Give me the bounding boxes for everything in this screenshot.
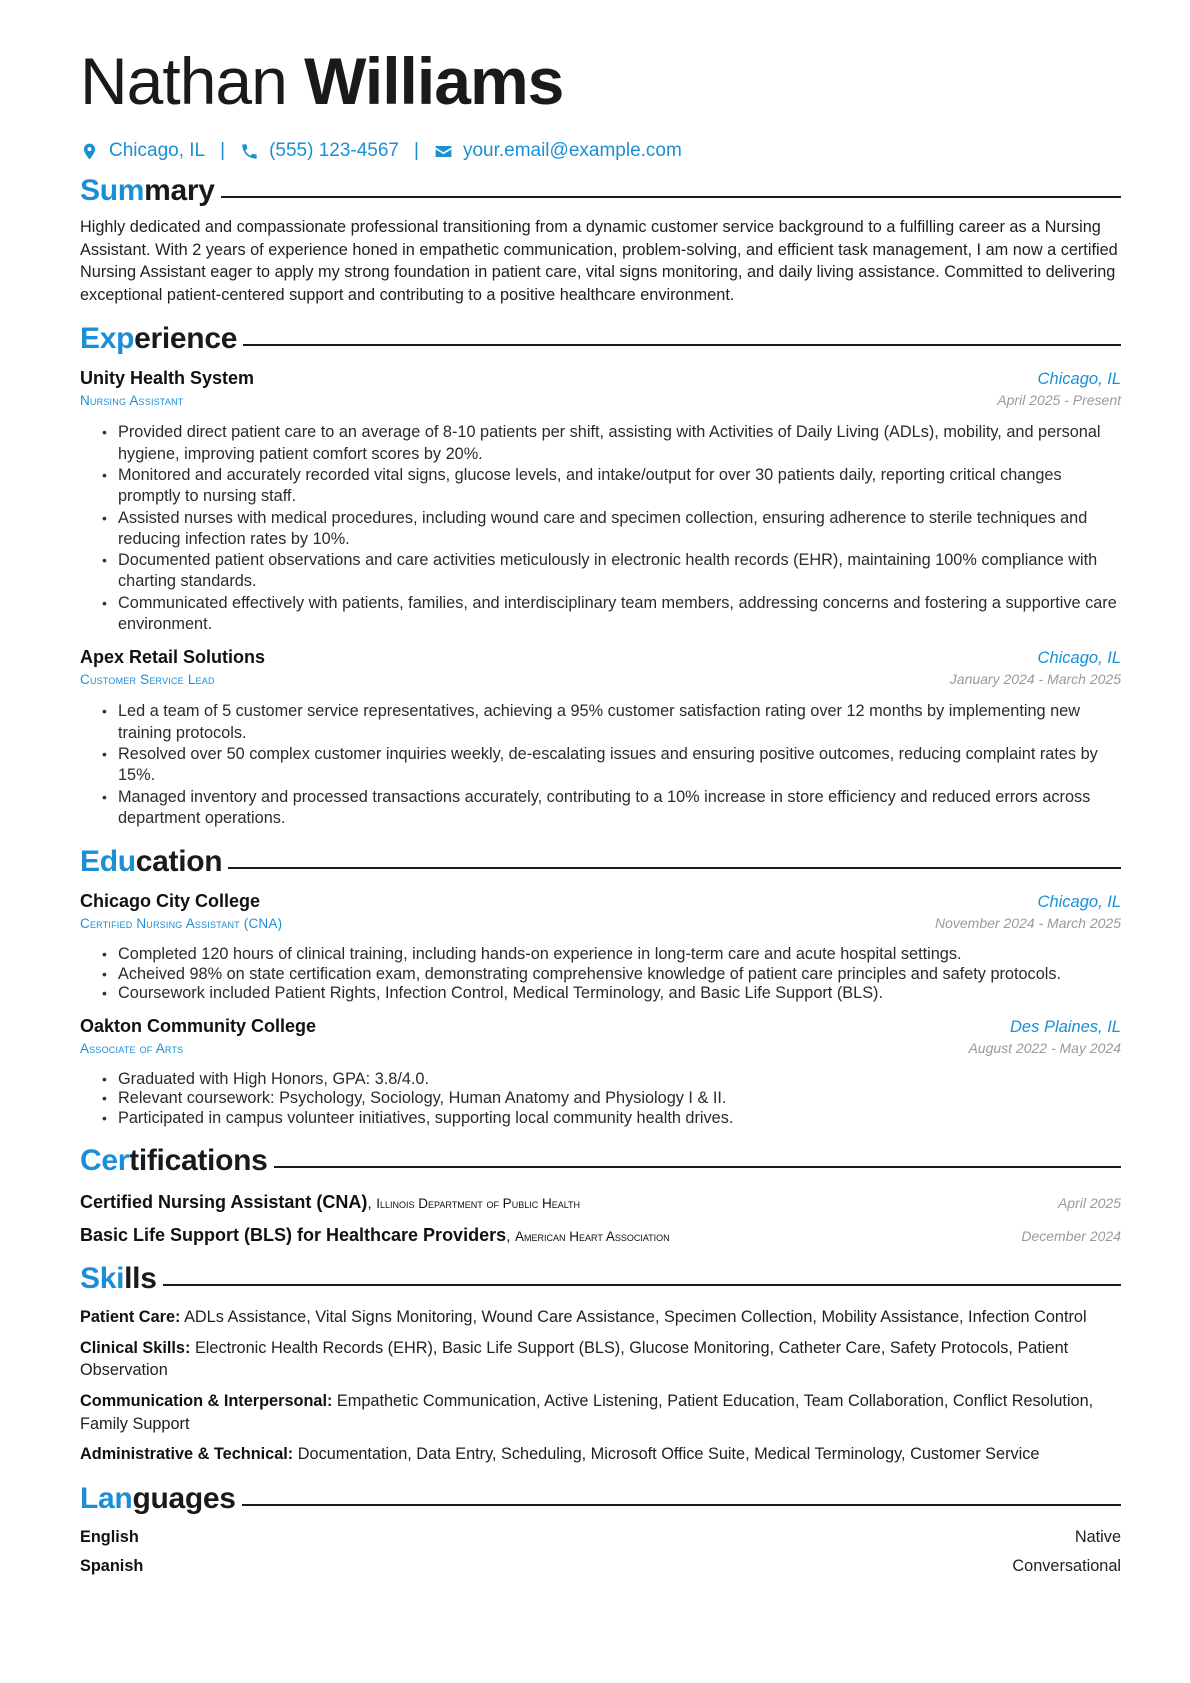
heading-rest: cation xyxy=(135,845,223,879)
first-name: Nathan xyxy=(80,44,287,118)
skill-line xyxy=(80,1337,1121,1382)
bullet-item: • Completed 120 hours of clinical training, including hands-on experience in long-term care and acute hospital settings. xyxy=(102,945,1121,965)
entry-dates: August 2022 - May 2024 xyxy=(968,1039,1121,1056)
entry-role: Associate of Arts xyxy=(80,1040,184,1056)
bullet-item: • Communicated effectively with patients, families, and interdisciplinary team members, addressing concerns and fostering a supportive care environment. xyxy=(102,593,1121,636)
heading-accent: Exp xyxy=(80,322,135,356)
skill-value: Documentation, Data Entry, Scheduling, Microsoft Office Suite, Medical Terminology, Customer Service xyxy=(297,1445,1040,1464)
bullet-item: • Participated in campus volunteer initiatives, supporting local community health drives. xyxy=(102,1109,1121,1129)
cert-title: Basic Life Support (BLS) for Healthcare Providers xyxy=(80,1225,507,1246)
cert-title: Certified Nursing Assistant (CNA) xyxy=(80,1192,368,1213)
heading-rest: guages xyxy=(132,1481,236,1515)
entry-dates: April 2025 - Present xyxy=(997,392,1121,409)
contact-line xyxy=(80,138,1121,164)
heading-accent: Lan xyxy=(80,1481,133,1515)
section-rule xyxy=(221,196,1121,198)
candidate-name xyxy=(80,40,1121,122)
skill-line xyxy=(80,1306,1121,1329)
section-rule xyxy=(242,1504,1121,1506)
section-rule xyxy=(243,344,1121,346)
heading-rest: lls xyxy=(124,1262,157,1296)
education-entry xyxy=(80,1016,1121,1129)
entry-role: Customer Service Lead xyxy=(80,672,215,688)
contact-location xyxy=(80,140,205,162)
cert-issuer: American Heart Association xyxy=(514,1229,670,1245)
entry-location: Des Plaines, IL xyxy=(1010,1017,1121,1036)
entry-location: Chicago, IL xyxy=(1037,370,1121,389)
bullet-item: • Led a team of 5 customer service representatives, achieving a 95% customer satisfaction rating over 12 months by implementing new training protocols. xyxy=(102,701,1121,744)
heading-rest: mary xyxy=(144,174,215,207)
summary-text: Highly dedicated and compassionate professional transitioning from a dynamic customer service background to a fulfilling career as a Nursing Assistant. With 2 years of experience honed in empathetic communication, problem-solving, and efficient task management, I am now a certified Nursing Assistant eager to apply my strong foundation in patient care, vital signs monitoring, and daily living assistance. Committed to delivering exceptional patient-centered support and contributing to a positive healthcare environment. xyxy=(80,218,1118,304)
entry-org: Apex Retail Solutions xyxy=(80,647,266,668)
section-rule xyxy=(274,1166,1121,1168)
skill-value: Electronic Health Records (EHR), Basic Life Support (BLS), Glucose Monitoring, Catheter Care, Safety Protocols, Patient Observation xyxy=(80,1338,1069,1380)
section-rule xyxy=(163,1284,1121,1286)
skill-value: Empathetic Communication, Active Listening, Patient Education, Team Collaboration, Conflict Resolution, Family Support xyxy=(80,1391,1094,1433)
entry-org: Oakton Community College xyxy=(80,1015,317,1036)
bullet-item: • Graduated with High Honors, GPA: 3.8/4.0. xyxy=(102,1070,1121,1090)
skill-label: Communication & Interpersonal: xyxy=(80,1391,333,1410)
certifications-heading xyxy=(80,1142,1121,1180)
entry-dates: November 2024 - March 2025 xyxy=(935,915,1121,932)
certification-item: Certified Nursing Assistant (CNA), Illinois Department of Public Health April 2025 xyxy=(80,1192,1121,1213)
entry-location: Chicago, IL xyxy=(1037,893,1121,912)
experience-entry xyxy=(80,647,1121,829)
bullet-item: • Resolved over 50 complex customer inquiries weekly, de-escalating issues and ensuring positive outcomes, reducing complaint rates by 15%. xyxy=(102,744,1121,787)
summary-heading xyxy=(80,172,1121,210)
skill-line xyxy=(80,1443,1121,1466)
experience-heading xyxy=(80,320,1121,358)
heading-accent: Cer xyxy=(80,1144,130,1178)
phone-icon xyxy=(240,142,259,161)
education-heading xyxy=(80,843,1121,881)
language-level: Conversational xyxy=(1012,1556,1121,1575)
skills-heading xyxy=(80,1260,1121,1298)
language-name: English xyxy=(80,1527,139,1546)
envelope-icon xyxy=(434,142,453,161)
language-name: Spanish xyxy=(80,1556,144,1575)
language-item xyxy=(80,1557,1121,1576)
skill-value: ADLs Assistance, Vital Signs Monitoring, Wound Care Assistance, Specimen Collection, Mobility Assistance, Infection Control xyxy=(184,1308,1087,1327)
certification-item: Basic Life Support (BLS) for Healthcare Providers, American Heart Association December 2024 xyxy=(80,1225,1121,1246)
last-name: Williams xyxy=(304,44,564,118)
contact-separator: | xyxy=(220,140,226,161)
experience-entry xyxy=(80,368,1121,635)
skill-label: Patient Care: xyxy=(80,1308,181,1327)
entry-org: Unity Health System xyxy=(80,368,255,389)
language-level: Native xyxy=(1074,1527,1121,1546)
resume-page xyxy=(80,40,1121,1576)
skill-label: Administrative & Technical: xyxy=(80,1445,294,1464)
languages-heading xyxy=(80,1480,1121,1518)
cert-date: December 2024 xyxy=(1021,1228,1121,1245)
entry-bullets xyxy=(80,1070,1121,1129)
cert-date: April 2025 xyxy=(1057,1195,1121,1212)
skill-label: Clinical Skills: xyxy=(80,1338,191,1357)
bullet-item: • Relevant coursework: Psychology, Sociology, Human Anatomy and Physiology I & II. xyxy=(102,1089,1121,1109)
entry-bullets xyxy=(80,945,1121,1004)
bullet-item: • Provided direct patient care to an average of 8-10 patients per shift, assisting with Activities of Daily Living (ADLs), mobility, and personal hygiene, improving patient comfort scores by 20%. xyxy=(102,422,1121,465)
heading-accent: Ski xyxy=(80,1262,125,1296)
entry-location: Chicago, IL xyxy=(1037,649,1121,668)
bullet-item: • Acheived 98% on state certification exam, demonstrating comprehensive knowledge of patient care principles and safety protocols. xyxy=(102,965,1121,985)
entry-dates: January 2024 - March 2025 xyxy=(949,671,1121,688)
entry-bullets xyxy=(80,701,1121,829)
skill-line xyxy=(80,1390,1121,1435)
entry-org: Chicago City College xyxy=(80,891,261,912)
language-item xyxy=(80,1528,1121,1547)
bullet-item: • Coursework included Patient Rights, Infection Control, Medical Terminology, and Basic Life Support (BLS). xyxy=(102,984,1121,1004)
contact-phone[interactable] xyxy=(240,140,399,162)
bullet-item: • Managed inventory and processed transactions accurately, contributing to a 10% increase in store efficiency and reduced errors across department operations. xyxy=(102,787,1121,830)
heading-rest: tifications xyxy=(129,1144,268,1178)
entry-role: Certified Nursing Assistant (CNA) xyxy=(80,916,283,932)
phone-text: (555) 123-4567 xyxy=(269,140,399,161)
entry-bullets xyxy=(80,422,1121,635)
education-entry xyxy=(80,891,1121,1004)
bullet-item: • Assisted nurses with medical procedures, including wound care and specimen collection, ensuring adherence to sterile techniques and reducing infection rates by 10%. xyxy=(102,508,1121,551)
bullet-item: • Documented patient observations and care activities meticulously in electronic health records (EHR), maintaining 100% compliance with charting standards. xyxy=(102,550,1121,593)
heading-rest: erience xyxy=(134,322,238,356)
location-text: Chicago, IL xyxy=(109,140,206,161)
contact-email[interactable] xyxy=(434,140,682,162)
email-text: your.email@example.com xyxy=(462,140,682,161)
entry-role: Nursing Assistant xyxy=(80,393,184,409)
bullet-item: • Monitored and accurately recorded vital signs, glucose levels, and intake/output for over 30 patients daily, reporting critical changes promptly to nursing staff. xyxy=(102,465,1121,508)
section-rule xyxy=(228,867,1121,869)
contact-separator: | xyxy=(414,140,419,161)
heading-accent: Edu xyxy=(80,845,136,879)
heading-accent: Sum xyxy=(80,174,145,207)
map-pin-icon xyxy=(80,142,99,161)
cert-issuer: Illinois Department of Public Health xyxy=(376,1196,581,1212)
